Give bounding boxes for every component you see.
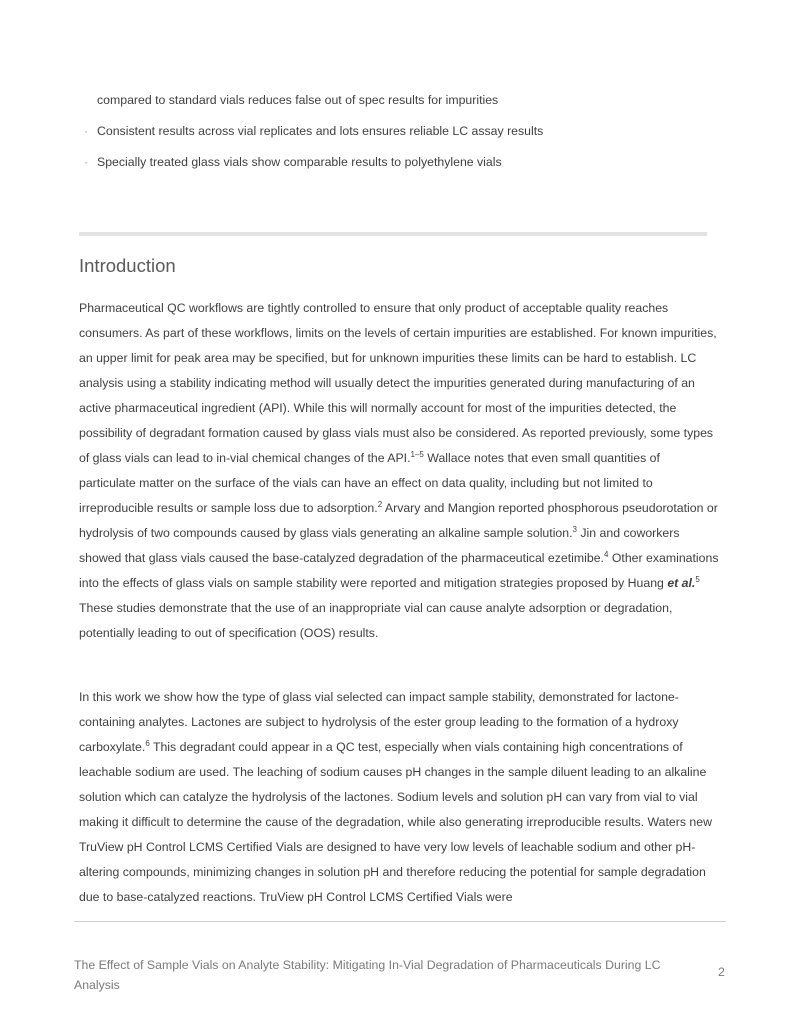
paragraph-text: Other examinations into the effects of glass vials on sample stability were reported and mitigation strategies proposed by Huang [79, 551, 719, 590]
reference-superscript: 4 [603, 550, 609, 559]
bullet-continuation: compared to standard vials reduces false out of spec results for impurities [97, 93, 499, 107]
paragraph-text: These studies demonstrate that the use of an inappropriate vial can cause analyte adsorption or degradation, potentially leading to out of specification (OOS) results. [79, 601, 673, 640]
paragraph-text: Pharmaceutical QC workflows are tightly controlled to ensure that only product of acceptable quality reaches consumers. As part of these workflows, limits on the levels of certain impurities are established. For known impurities, an upper limit for peak area may be specified, but for unknown impurities these limits can be hard to establish. LC analysis using a stability indicating method will usually detect the impurities generated during manufacturing of an active pharmaceutical ingredient (API). While this will normally account for most of the impurities detected, the possibility of degradant formation caused by glass vials must also be considered. As reported previously, some types of glass vials can lead to in-vial chemical changes of the API. [79, 301, 717, 465]
bullet-item [79, 154, 719, 170]
reference-superscript: 3 [572, 525, 577, 534]
paragraph-text: Arvary and Mangion reported phosphorous pseudorotation or hydrolysis of two compounds caused by glass vials generating an alkaline sample solution. [79, 501, 718, 540]
et-al-text: et al. [667, 576, 696, 590]
section-divider [79, 232, 707, 236]
section-title: Introduction [79, 255, 176, 276]
reference-superscript: 5 [695, 575, 700, 584]
bullet-item-text: Specially treated glass vials show comparable results to polyethylene vials [97, 155, 502, 169]
paragraph-intro [79, 296, 719, 646]
bullet-marker-icon: · [84, 155, 88, 169]
reference-superscript: 6 [145, 739, 150, 748]
footer-document-title: The Effect of Sample Vials on Analyte Stability: Mitigating In-Vial Degradation of Pharmaceuticals During LC Analysis [74, 958, 661, 992]
footer-divider [74, 921, 726, 922]
bullet-list [79, 92, 719, 185]
reference-superscript: 1–5 [410, 450, 424, 459]
bullet-item [79, 123, 719, 139]
bullet-item-text: Consistent results across vial replicates and lots ensures reliable LC assay results [97, 124, 544, 138]
page-number: 2 [718, 965, 725, 979]
bullet-marker-icon: · [84, 124, 88, 138]
reference-superscript: 2 [377, 500, 383, 509]
paragraph-text: Jin and coworkers showed that glass vials caused the base-catalyzed degradation of the pharmaceutical ezetimibe. [79, 526, 680, 565]
paragraph-text: In this work we show how the type of glass vial selected can impact sample stability, demonstrated for lactone-containing analytes. Lactones are subject to hydrolysis of the ester group leading to the formation of a hydroxy carboxylate. [79, 690, 679, 754]
paragraph-work [79, 685, 719, 910]
paragraph-text: This degradant could appear in a QC test, especially when vials containing high concentrations of leachable sodium are used. The leaching of sodium causes pH changes in the sample diluent leading to an alkaline solution which can catalyze the hydrolysis of the lactones. Sodium levels and solution pH can vary from vial to vial making it difficult to determine the cause of the degradation, while also generating irreproducible results. Waters new TruView pH Control LCMS Certified Vials are designed to have very low levels of leachable sodium and other pH-altering compounds, minimizing changes in solution pH and therefore reducing the potential for sample degradation due to base-catalyzed reactions. TruView pH Control LCMS Certified Vials were [79, 740, 712, 904]
paragraph-text: Wallace notes that even small quantities of particulate matter on the surface of the vials can have an effect on data quality, including but not limited to irreproducible results or sample loss due to adsorption. [79, 451, 660, 515]
